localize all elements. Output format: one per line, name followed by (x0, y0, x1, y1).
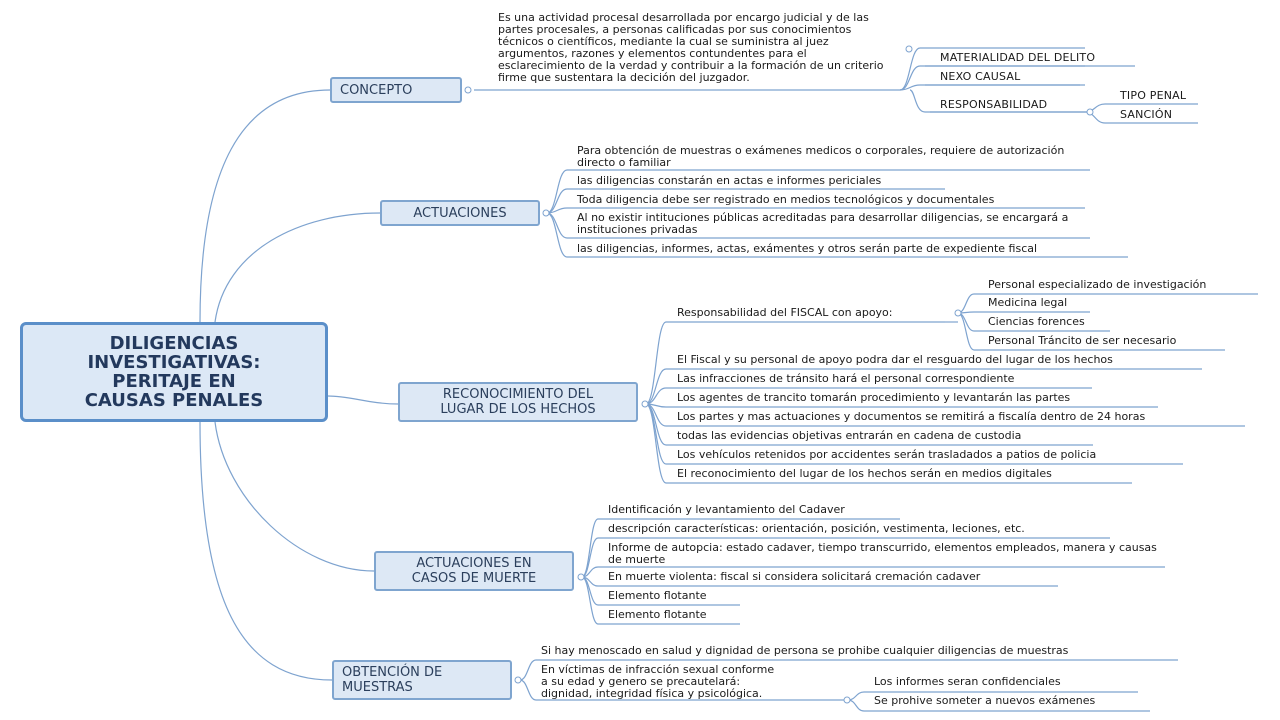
actuaciones-item[interactable]: Para obtención de muestras o exámenes medicos o corporales, requiere de autorización directo o familiar (577, 144, 1065, 169)
link-actuaciones (215, 213, 380, 322)
collapse-toggle[interactable] (515, 677, 521, 683)
collapse-toggle[interactable] (543, 210, 549, 216)
reconocimiento-item[interactable]: Los agentes de trancito tomarán procedimiento y levantarán las partes (677, 391, 1071, 404)
link-muerte (215, 422, 374, 571)
topic-actuaciones-label: ACTUACIONES (413, 205, 507, 221)
concepto-subitem[interactable]: TIPO PENAL (1120, 89, 1187, 102)
topic-muerte[interactable] (374, 551, 574, 591)
topic-muestras[interactable] (332, 660, 512, 700)
topic-reconocimiento-label: RECONOCIMIENTO DEL LUGAR DE LOS HECHOS (440, 387, 596, 417)
muerte-item[interactable]: Elemento flotante (608, 608, 707, 621)
muestras-subitem[interactable]: Los informes seran confidenciales (874, 675, 1061, 688)
actuaciones-item[interactable]: Toda diligencia debe ser registrado en medios tecnológicos y documentales (577, 193, 995, 206)
actuaciones-item[interactable]: Al no existir intituciones públicas acreditadas para desarrollar diligencias, se encargará a instituciones privadas (577, 211, 1069, 236)
collapse-toggle[interactable] (578, 574, 584, 580)
muestras-item[interactable]: En víctimas de infracción sexual conforme a su edad y genero se precautelará: dignidad, integridad física y psicológica. (541, 663, 775, 700)
reconocimiento-item[interactable]: Los partes y mas actuaciones y documentos se remitirá a fiscalía dentro de 24 horas (677, 410, 1146, 423)
collapse-toggle[interactable] (1087, 109, 1093, 115)
topic-reconocimiento[interactable] (398, 382, 638, 422)
collapse-toggle[interactable] (844, 697, 850, 703)
apoyo-item[interactable]: Personal especializado de investigación (988, 278, 1207, 291)
topic-muerte-label: ACTUACIONES EN CASOS DE MUERTE (411, 556, 537, 586)
reconocimiento-responsabilidad[interactable]: Responsabilidad del FISCAL con apoyo: (677, 306, 893, 319)
muestras-subitem[interactable]: Se prohive someter a nuevos exámenes (874, 694, 1096, 707)
apoyo-item[interactable]: Ciencias forences (988, 315, 1085, 328)
muestras-item[interactable]: Si hay menoscado en salud y dignidad de persona se prohibe cualquier diligencias de muestras (541, 644, 1069, 657)
muerte-item[interactable]: descripción características: orientación, posición, vestimenta, leciones, etc. (608, 522, 1025, 535)
apoyo-item[interactable]: Personal Tráncito de ser necesario (988, 334, 1177, 347)
central-topic[interactable] (20, 322, 328, 422)
reconocimiento-item[interactable]: Los vehículos retenidos por accidentes serán trasladados a patios de policia (677, 448, 1097, 461)
collapse-toggle[interactable] (465, 87, 471, 93)
concepto-item[interactable]: NEXO CAUSAL (940, 70, 1021, 83)
collapse-toggle[interactable] (642, 401, 648, 407)
muerte-item[interactable]: Identificación y levantamiento del Cadaver (608, 503, 845, 516)
reconocimiento-item[interactable]: todas las evidencias objetivas entrarán en cadena de custodia (677, 429, 1022, 442)
topic-concepto[interactable] (330, 77, 462, 103)
link-muestras (200, 422, 332, 680)
reconocimiento-item[interactable]: El Fiscal y su personal de apoyo podra dar el resguardo del lugar de los hechos (677, 353, 1113, 366)
reconocimiento-item[interactable]: El reconocimiento del lugar de los hechos serán en medios digitales (677, 467, 1052, 480)
link-reconocimiento (328, 396, 398, 404)
concepto-subitem[interactable]: SANCIÓN (1120, 108, 1173, 121)
concepto-item[interactable]: MATERIALIDAD DEL DELITO (940, 51, 1096, 64)
concepto-item[interactable]: RESPONSABILIDAD (940, 98, 1048, 111)
reconocimiento-item[interactable]: Las infracciones de tránsito hará el personal correspondiente (677, 372, 1015, 385)
topic-actuaciones[interactable] (380, 200, 540, 226)
actuaciones-item[interactable]: las diligencias constarán en actas e informes periciales (577, 174, 882, 187)
muerte-item[interactable]: Informe de autopcia: estado cadaver, tiempo transcurrido, elementos empleados, manera y causas de muerte (608, 541, 1157, 566)
muerte-item[interactable]: Elemento flotante (608, 589, 707, 602)
topic-muestras-label: OBTENCIÓN DE MUESTRAS (342, 665, 443, 695)
collapse-toggle[interactable] (906, 46, 912, 52)
apoyo-item[interactable]: Medicina legal (988, 296, 1068, 309)
link-concepto (200, 90, 330, 322)
topic-concepto-label: CONCEPTO (340, 82, 413, 98)
muerte-item[interactable]: En muerte violenta: fiscal si considera solicitará cremación cadaver (608, 570, 981, 583)
actuaciones-item[interactable]: las diligencias, informes, actas, exámentes y otros serán parte de expediente fiscal (577, 242, 1038, 255)
concepto-description[interactable]: Es una actividad procesal desarrollada por encargo judicial y de las partes procesales, a personas calificadas por sus conocimientos técnicos o científicos, mediante la cual se suministra al juez argumentos, razones y elementos contundentes para el esclarecimiento de la verdad y contribuir a la formación de un criterio firme que sustentara la decición del juzgador. (498, 11, 884, 84)
central-topic-label: DILIGENCIAS INVESTIGATIVAS: PERITAJE EN CAUSAS PENALES (84, 333, 264, 411)
collapse-toggle[interactable] (955, 310, 961, 316)
